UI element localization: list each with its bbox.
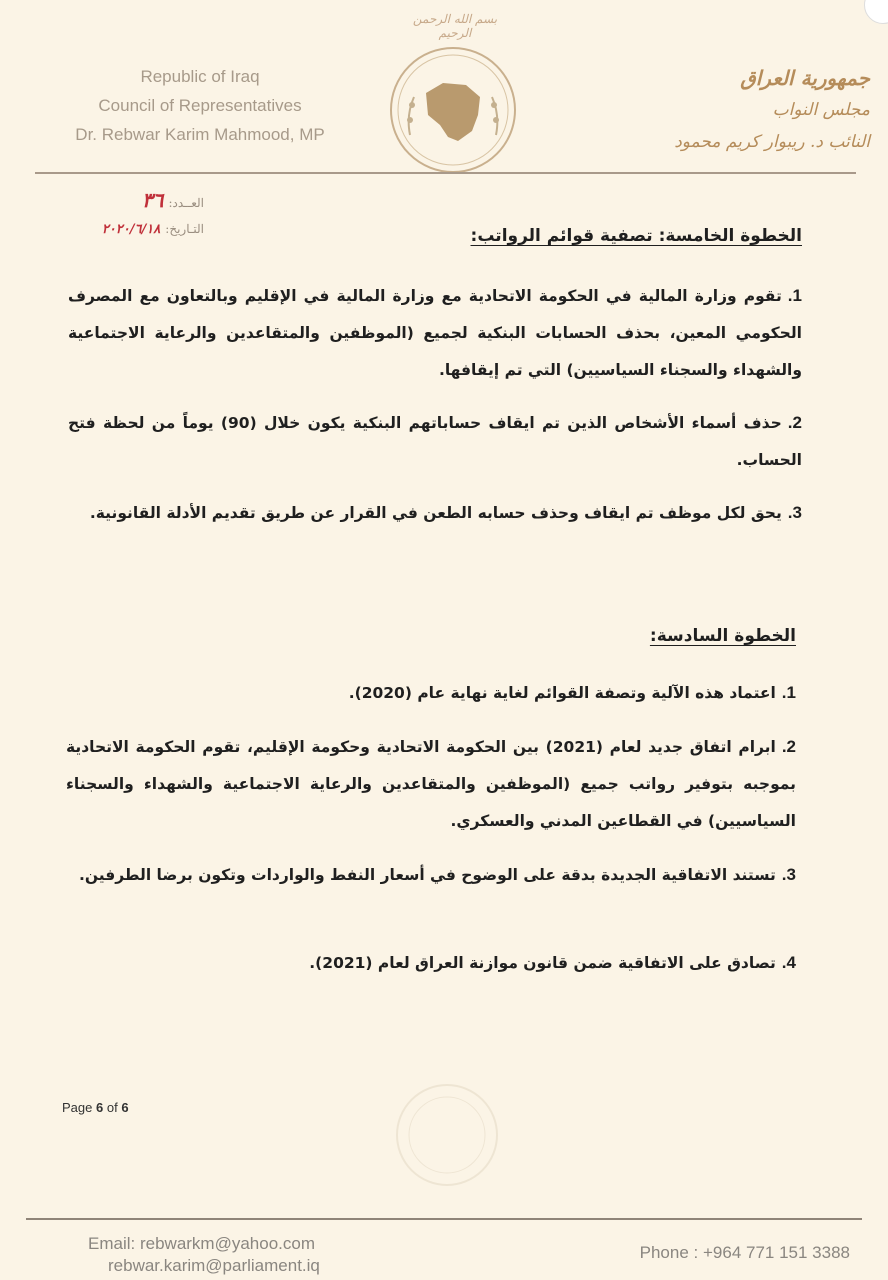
phone-number: +964 771 151 3388: [702, 1243, 850, 1262]
section5-item-1: [68, 277, 802, 389]
item-number: 3.: [787, 503, 802, 522]
page-total: 6: [121, 1100, 129, 1115]
section6-item-3: [66, 856, 796, 894]
item-text: حذف أسماء الأشخاص الذين تم ايقاف حساباتهم البنكية يكون خلال (90) يوماً من لحظة فتح الحساب.: [68, 414, 802, 469]
page-current: 6: [96, 1100, 104, 1115]
section5-title: الخطوة الخامسة: تصفية قوائم الرواتب:: [470, 226, 802, 246]
header-en-country: Republic of Iraq: [140, 67, 260, 86]
item-number: 2.: [787, 413, 802, 432]
item-number: 3.: [781, 865, 796, 884]
ref-number-label: العــدد:: [168, 196, 204, 210]
email-secondary[interactable]: rebwar.karim@parliament.iq: [108, 1256, 320, 1275]
ref-date-line: [44, 218, 204, 248]
section5-item-3: [68, 494, 802, 532]
phone-label: Phone :: [639, 1243, 699, 1262]
ref-date-value: ٢٠٢٠/٦/١٨: [101, 222, 161, 237]
email-label: Email:: [88, 1234, 136, 1253]
item-text: يحق لكل موظف تم ايقاف وحذف حسابه الطعن في القرار عن طريق تقديم الأدلة القانونية.: [89, 504, 782, 522]
page-corner-mark: [864, 0, 888, 24]
ref-date-label: التـاريخ:: [165, 222, 204, 236]
section6-item-4: [66, 944, 796, 982]
item-number: 1.: [781, 683, 796, 702]
page-of: of: [106, 1100, 118, 1115]
footer-email: [88, 1233, 320, 1277]
header-english: [30, 62, 370, 149]
header-en-member: Dr. Rebwar Karim Mahmood, MP: [75, 125, 325, 144]
basmala-text: بسم الله الرحمن الرحيم: [412, 12, 498, 40]
item-number: 1.: [787, 286, 802, 305]
header-en-council: Council of Representatives: [98, 96, 302, 115]
section6-item-1: [68, 674, 796, 712]
ref-number-line: [44, 188, 204, 218]
item-number: 4.: [781, 953, 796, 972]
council-seal-icon: [388, 45, 518, 175]
item-text: اعتماد هذه الآلية وتصفة القوائم لغاية نهاية عام (2020).: [348, 684, 776, 702]
item-text: تصادق على الاتفاقية ضمن قانون موازنة العراق لعام (2021).: [309, 954, 776, 972]
ref-number-value: ٣٦: [141, 188, 164, 212]
footer-phone: [640, 1243, 850, 1263]
header-ar-member: النائب د. ريبوار كريم محمود: [674, 132, 870, 152]
footer-divider: [26, 1218, 862, 1220]
header-ar-country: جمهورية العراق: [740, 66, 870, 90]
page-label: Page: [62, 1100, 93, 1115]
email-primary[interactable]: rebwarkm@yahoo.com: [139, 1234, 316, 1253]
item-text: تستند الاتفاقية الجديدة بدقة على الوضوح في أسعار النفط والواردات وتكون برضا الطرفين.: [78, 866, 776, 884]
header-divider: [35, 172, 856, 174]
item-text: ابرام اتفاق جديد لعام (2021) بين الحكومة الاتحادية وحكومة الإقليم، تقوم الحكومة الاتحادية بموجبه بتوفير رواتب جميع (الموظفين والمتقاعدين والرعاية الاجتماعية والشهداء والسجناء السياسيين) في القطاعين المدني والعسكري.: [66, 738, 796, 830]
section5-item-2: [68, 404, 802, 479]
page-number: [62, 1100, 129, 1115]
section6-title: الخطوة السادسة:: [649, 626, 796, 646]
header-ar-council: مجلس النواب: [772, 100, 870, 120]
item-number: 2.: [781, 737, 797, 756]
header-arabic: [540, 62, 870, 158]
item-text: تقوم وزارة المالية في الحكومة الاتحادية مع وزارة المالية في الإقليم وبالتعاون مع المصرف الحكومي المعين، بحذف الحسابات البنكية لجميع (الموظفين والمتقاعدين والرعاية الاجتماعية والشهداء والسجناء السياسيين) التي تم إيقافها.: [68, 287, 802, 379]
watermark-emblem-icon: [392, 1080, 502, 1190]
reference-box: [44, 188, 204, 248]
section6-item-2: [66, 728, 796, 840]
